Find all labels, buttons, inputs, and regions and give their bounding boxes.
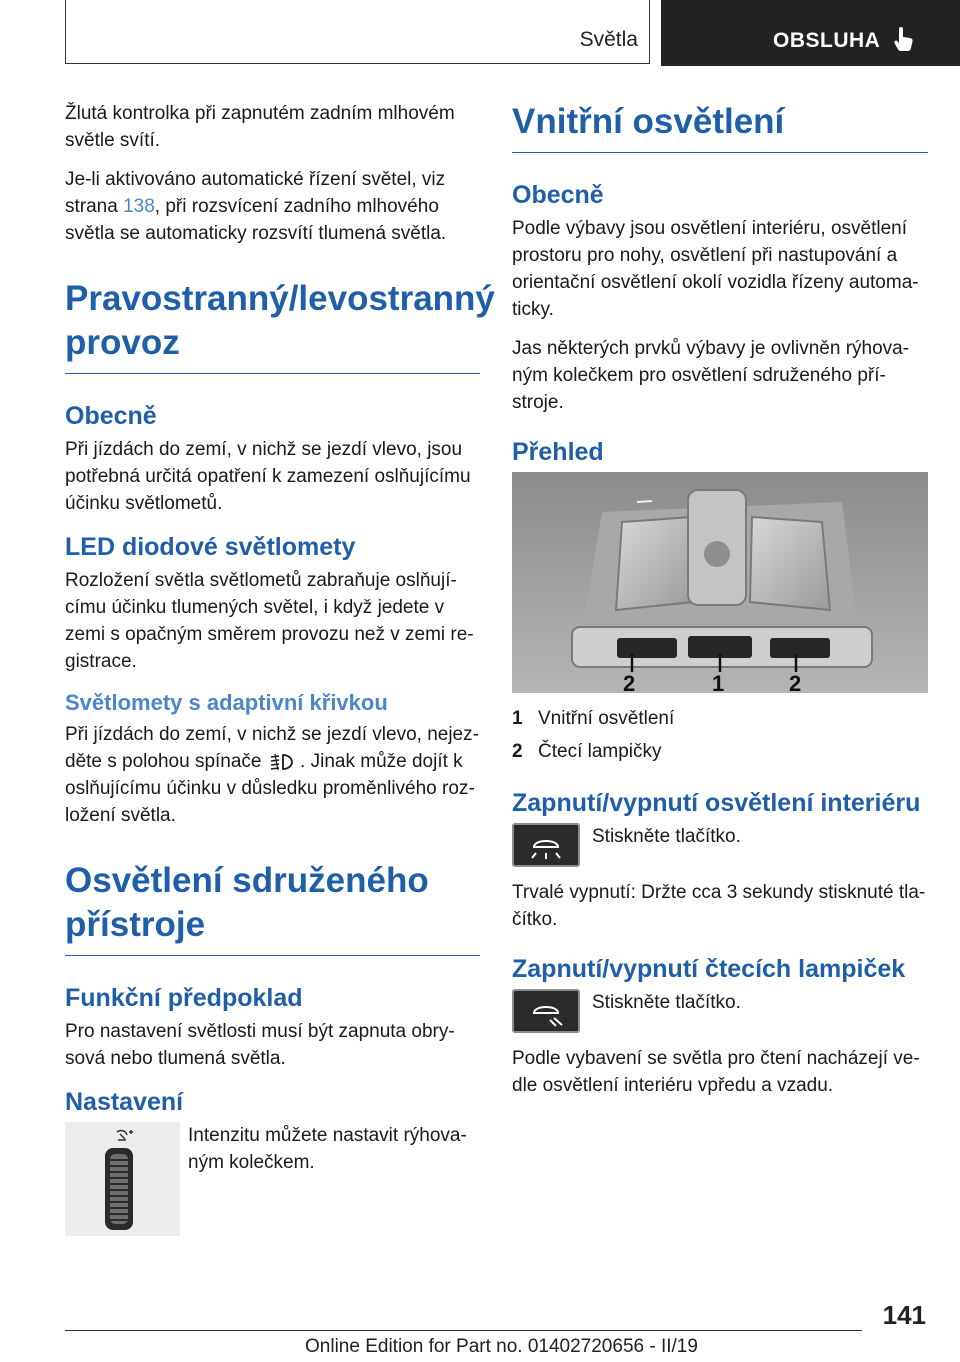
paragraph-led: Rozložení světla světlometů zabraňuje oslňujícímu účinku tlumených světel, i když jedete v zemi s opačným směrem provozu než v zemi registrace. <box>65 570 474 672</box>
legend-text: Vnitřní osvětlení <box>538 708 675 729</box>
footer-edition: Online Edition for Part no. 01402720656 - II/19 <box>305 1336 698 1357</box>
paragraph-auto-lights <box>65 166 480 247</box>
header-section-box <box>65 0 650 64</box>
header-section-title: Světla <box>579 28 638 51</box>
callout-label: 2 <box>623 671 636 693</box>
heading-instrument-lighting: Osvětlení sdruženého přístroje <box>65 859 480 956</box>
interior-button-row <box>512 823 928 867</box>
page-number: 141 <box>882 1300 926 1330</box>
text-fragment: Při jízdách do zemí, v nichž se jezdí vlevo, nejezděte s polohou spínače <box>65 724 479 772</box>
heading-traffic-side: Pravostranný/levostranný provoz <box>65 277 480 374</box>
legend-item <box>512 705 928 732</box>
paragraph-permanent-off: Trvalé vypnutí: Držte cca 3 sekundy stisknuté tlačítko. <box>512 882 926 930</box>
right-column <box>512 100 928 1111</box>
overhead-console-photo <box>512 472 928 693</box>
heading-led-headlights: LED diodové světlomety <box>65 533 356 561</box>
heading-setting: Nastavení <box>65 1088 184 1116</box>
legend-text: Čtecí lampičky <box>538 741 662 762</box>
press-button-text: Stiskněte tlačítko. <box>592 992 741 1013</box>
legend-number: 2 <box>512 741 523 762</box>
footer-divider <box>65 1330 862 1331</box>
heading-overview: Přehled <box>512 438 604 466</box>
text-fragment: Je-li aktivováno automatické řízení světel, viz strana <box>65 169 446 217</box>
header-chapter-tab <box>661 0 960 66</box>
overhead-console-illustration <box>512 472 928 693</box>
paragraph-fog-indicator: Žlutá kontrolka při zapnutém zadním mlhovém světle svítí. <box>65 103 455 151</box>
press-button-text: Stiskněte tlačítko. <box>592 826 741 847</box>
text-fragment: , při rozsvícení zadního mlhového světla se automaticky rozsvítí tlumená světla. <box>65 196 447 244</box>
legend-number: 1 <box>512 708 523 729</box>
heading-general: Obecně <box>65 402 157 430</box>
paragraph-precondition: Pro nastavení světlosti musí být zapnuta obrysová nebo tlumená světla. <box>65 1021 455 1069</box>
callout-label: 1 <box>712 671 725 693</box>
paragraph-adaptive <box>65 721 480 829</box>
heading-precondition: Funkční předpoklad <box>65 984 303 1012</box>
paragraph-reading-lights: Podle vybavení se světla pro čtení nacházejí vedle osvětlení interiéru vpředu a vzadu. <box>512 1048 920 1096</box>
dimmer-wheel-icon <box>65 1122 180 1236</box>
reading-light-button-icon <box>512 989 580 1033</box>
header-chapter-title: OBSLUHA <box>773 29 881 52</box>
paragraph-general: Při jízdách do zemí, v nichž se jezdí vlevo, jsou potřebná určitá opatření k zamezení oslňujícímu účinku světlometů. <box>65 439 471 514</box>
left-column <box>65 100 495 1236</box>
page-header <box>0 0 960 66</box>
text-fragment: . Jinak může dojít k oslňujícímu účinku v důsledku proměnlivého rozložení světla. <box>65 751 475 826</box>
legend-item <box>512 738 928 765</box>
headlight-switch-icon <box>267 752 295 772</box>
callout-label: 2 <box>789 671 802 693</box>
paragraph-general-2: Jas některých prvků výbavy je ovlivněn rýhovaným kolečkem pro osvětlení sdruženého přístroje. <box>512 338 910 413</box>
dimmer-wheel-image <box>65 1122 180 1236</box>
setting-row <box>65 1122 480 1236</box>
heading-reading-switch: Zapnutí/vypnutí čtecích lampiček <box>512 955 906 983</box>
interior-light-button-icon <box>512 823 580 867</box>
paragraph-general-1: Podle výbavy jsou osvětlení interiéru, osvětlení prostoru pro nohy, osvětlení při nastupování a orientační osvětlení okolí vozidla řízeny automaticky. <box>512 218 919 320</box>
page-link-138[interactable]: 138 <box>123 196 155 217</box>
page-footer <box>0 1290 960 1362</box>
paragraph-setting: Intenzitu můžete nastavit rýhovaným kolečkem. <box>188 1125 467 1173</box>
reading-button-row <box>512 989 928 1033</box>
heading-adaptive-headlights: Světlomety s adaptivní křivkou <box>65 690 388 715</box>
heading-general: Obecně <box>512 181 604 209</box>
heading-interior-lighting: Vnitřní osvětlení <box>512 100 928 153</box>
pointing-hand-icon <box>893 26 915 52</box>
heading-interior-switch: Zapnutí/vypnutí osvětlení interiéru <box>512 789 921 817</box>
